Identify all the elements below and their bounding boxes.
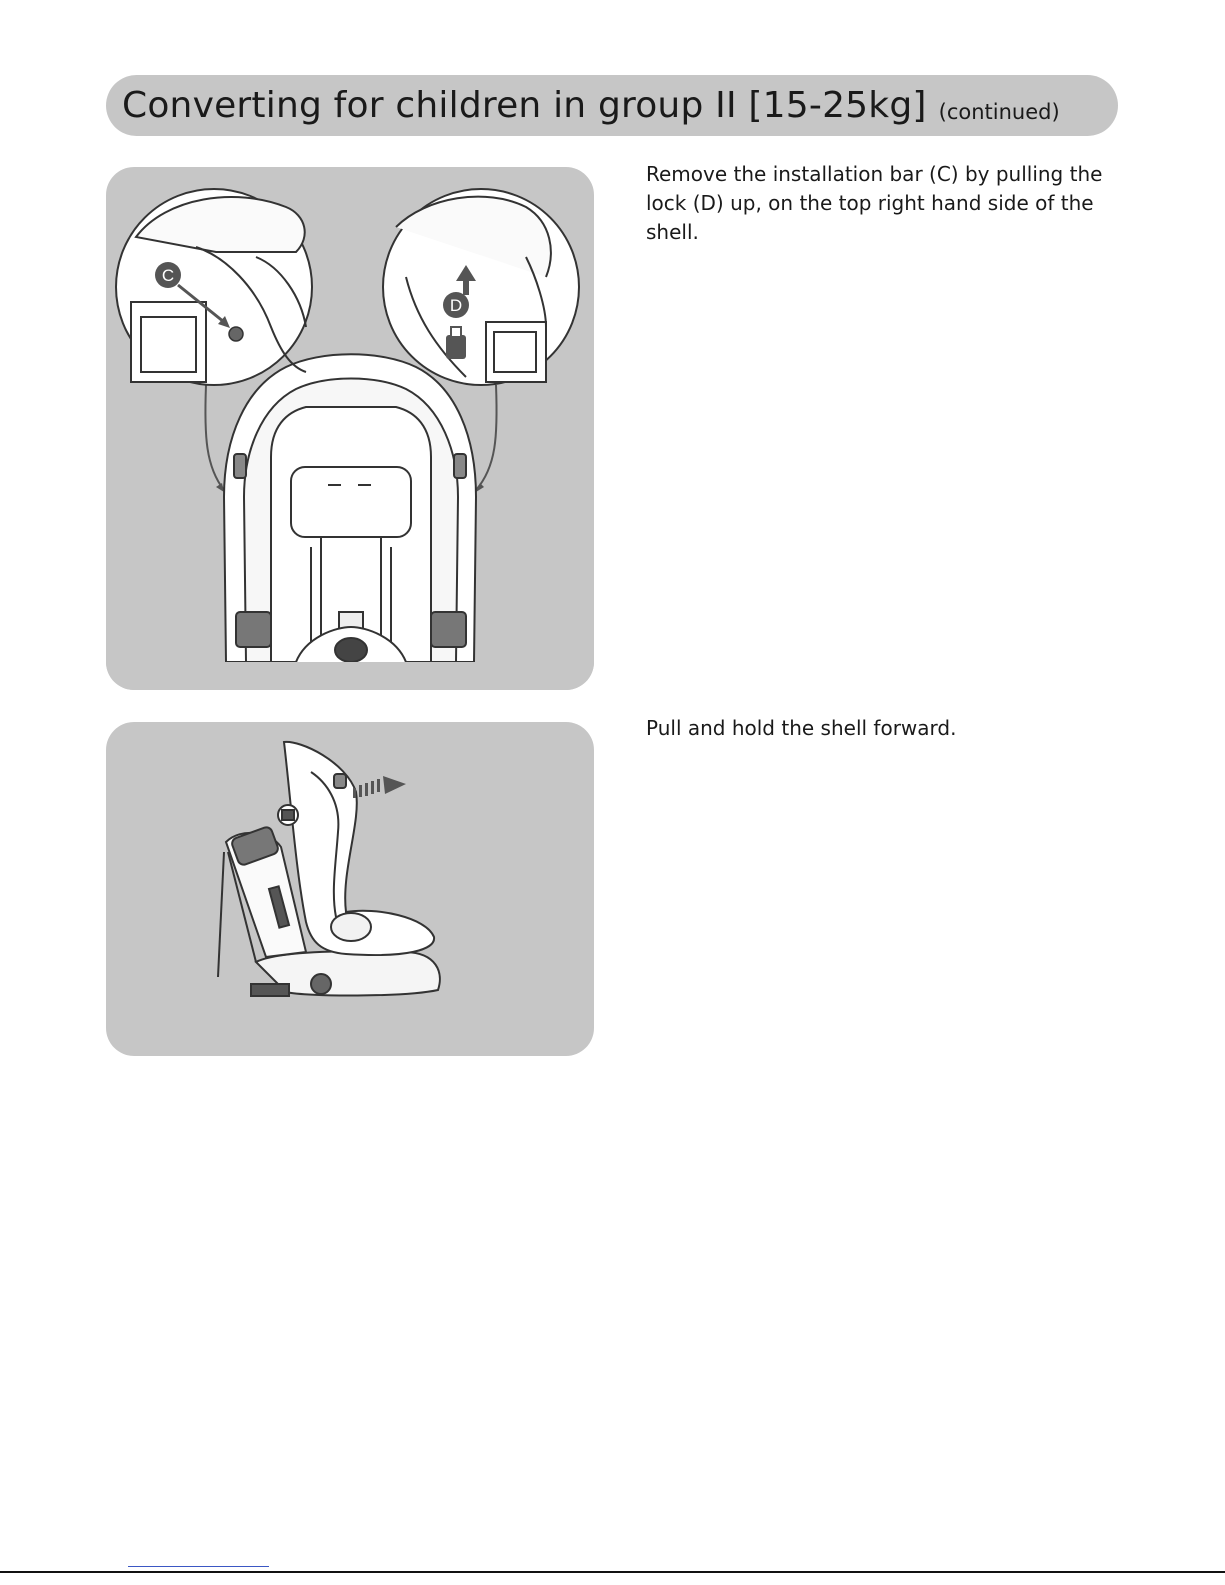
footer-link-underline xyxy=(128,1566,269,1567)
installation-bar-knob xyxy=(229,327,243,341)
seat-front-view xyxy=(224,354,476,662)
car-seat-side-view-illustration xyxy=(106,722,594,1056)
section-header xyxy=(106,75,1118,136)
car-seat-front-view-illustration xyxy=(106,167,594,690)
seat-side-view xyxy=(218,742,440,996)
connector-right xyxy=(476,385,497,490)
step-1-instruction: Remove the installation bar (C) by pulling the lock (D) up, on the top right hand side of the shell. xyxy=(646,162,1103,244)
callout-d-label: D xyxy=(449,296,463,315)
footer-rule xyxy=(0,1571,1225,1573)
step-1-illustration-panel xyxy=(106,167,594,690)
detail-circle-right xyxy=(383,189,579,385)
lock-d-icon xyxy=(446,335,466,359)
detail-circle-left xyxy=(116,189,312,385)
step-2-illustration-panel xyxy=(106,722,594,1056)
connector-left xyxy=(205,385,224,490)
callout-c-label: C xyxy=(161,266,175,285)
section-subtitle: (continued) xyxy=(938,99,1060,124)
connector-left-head xyxy=(216,483,224,492)
pull-forward-arrow xyxy=(353,776,406,798)
step-2-instruction: Pull and hold the shell forward. xyxy=(646,716,957,740)
section-title: Converting for children in group II [15-25kg] xyxy=(122,85,927,126)
